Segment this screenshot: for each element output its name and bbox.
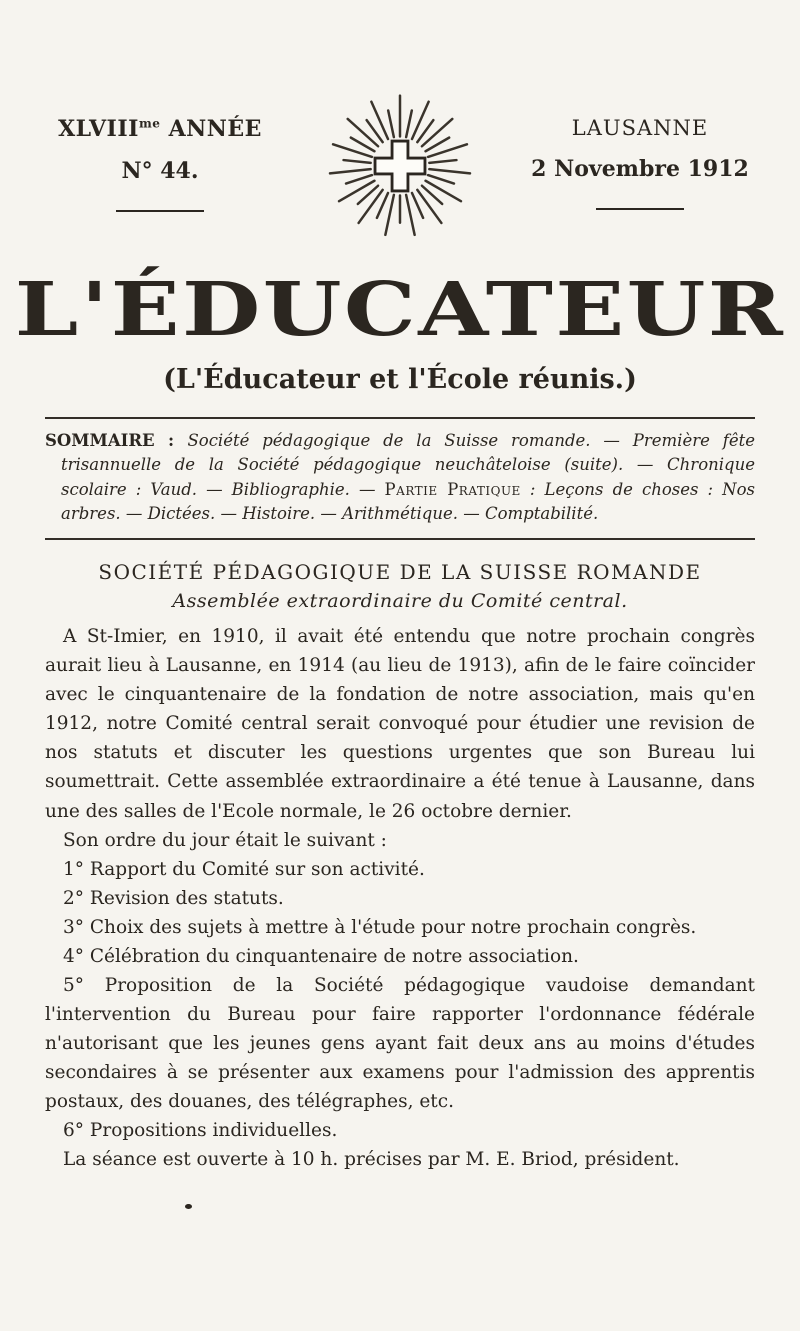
issue-number: N° 44. [121, 158, 199, 184]
article-paragraph: 2° Revision des statuts. [63, 887, 284, 909]
place-date-info [525, 88, 755, 210]
rule-above-sommaire [45, 417, 755, 419]
swiss-cross-sunburst-icon [315, 82, 485, 254]
sommaire-text-1: Société pédagogique de la Suisse romande. — Première fête trisannuelle de la Société pédagogique neuchâteloise (suite). — Chronique scolaire : Vaud. — Bibliographie. — [61, 430, 755, 499]
edition-info [45, 88, 275, 212]
article-paragraph: 4° Célébration du cinquantenaire de notre association. [63, 945, 579, 967]
lead-article [45, 560, 755, 1174]
year-word: ANNÉE [168, 116, 262, 142]
divider-rule-right [596, 208, 684, 210]
journal-subtitle: (L'Éducateur et l'École réunis.) [163, 363, 637, 395]
article-paragraph: Son ordre du jour était le suivant : [63, 829, 387, 851]
city-name: LAUSANNE [571, 116, 709, 140]
issue-date: 2 Novembre 1912 [531, 156, 749, 182]
article-paragraph: 3° Choix des sujets à mettre à l'étude pour notre prochain congrès. [63, 916, 697, 938]
year-ordinal-suffix: me [138, 116, 161, 131]
article-paragraph: 6° Propositions individuelles. [63, 1119, 338, 1141]
article-paragraph: A St-Imier, en 1910, il avait été entendu que notre prochain congrès aurait lieu à Lausanne, en 1914 (au lieu de 1913), afin de le faire coïncider avec le cinquantenaire de la fondation de notre association, mais qu'en 1912, notre Comité central serait convoqué pour étudier une revision de nos statuts et discuter les questions urgentes que son Bureau lui soumettrait. Cette assemblée extraordinaire a été tenue à Lausanne, dans une des salles de l'Ecole normale, le 26 octobre dernier. [45, 626, 755, 822]
rule-below-sommaire [45, 538, 755, 540]
journal-title: L'ÉDUCATEUR [14, 267, 786, 353]
sommaire-text-2: : Leçons de choses : Nos arbres. — Dictées. — Histoire. — Arithmétique. — Comptabilité. [61, 479, 755, 523]
article-subheading: Assemblée extraordinaire du Comité central. [172, 590, 628, 613]
divider-rule-left [116, 210, 204, 212]
article-paragraph: 1° Rapport du Comité sur son activité. [63, 858, 425, 880]
article-paragraph: 5° Proposition de la Société pédagogique vaudoise demandant l'intervention du Bureau pour faire rapporter l'ordonnance fédérale n'autorisant que les jeunes gens ayant fait deux ans au moins d'études secondaires à se présenter aux examens pour l'admission des apprentis postaux, des douanes, des télégraphes, etc. [45, 974, 755, 1112]
sommaire-section-name: Partie Pratique [384, 479, 521, 499]
edition-year [45, 116, 275, 142]
article-heading: SOCIÉTÉ PÉDAGOGIQUE DE LA SUISSE ROMANDE [98, 560, 702, 585]
article-paragraph: La séance est ouverte à 10 h. précises par M. E. Briod, président. [63, 1148, 680, 1170]
printers-mark [185, 1204, 192, 1209]
sommaire [45, 429, 755, 527]
year-roman: XLVIII [58, 116, 139, 142]
sommaire-label: SOMMAIRE : [45, 430, 188, 450]
masthead-header [45, 88, 755, 254]
